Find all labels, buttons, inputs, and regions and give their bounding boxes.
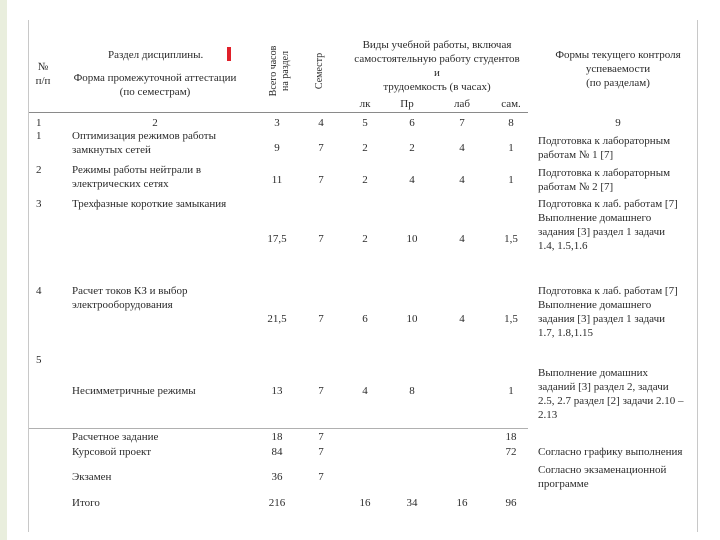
colnum-1: 1 xyxy=(36,117,42,129)
extra-course-sem: 7 xyxy=(318,446,324,458)
colnum-3: 3 xyxy=(274,117,280,129)
extra-course-sam: 72 xyxy=(505,446,517,458)
row-divider xyxy=(28,428,528,429)
row2-sem: 7 xyxy=(318,174,324,186)
row2-hours: 11 xyxy=(271,174,283,186)
row1-lk: 2 xyxy=(362,142,368,154)
total-lab: 16 xyxy=(456,497,468,509)
row4-pr: 10 xyxy=(406,313,418,325)
row2-sam: 1 xyxy=(508,174,514,186)
row2-lk: 2 xyxy=(362,174,368,186)
row2-lab: 4 xyxy=(459,174,465,186)
extra-course-ctrl: Согласно графику выполнения xyxy=(538,446,683,458)
header-hours: Всего часов на раздел xyxy=(268,45,291,97)
row2-name: Режимы работы нейтрали в электрических сетях xyxy=(72,164,202,190)
header-semester: Семестр xyxy=(314,52,325,90)
row3-lk: 2 xyxy=(362,233,368,245)
row3-num: 3 xyxy=(36,198,42,210)
row1-name: Оптимизация режимов работы замкнутых сетей xyxy=(72,130,216,156)
extra-exam-name: Экзамен xyxy=(72,471,112,483)
row5-sam: 1 xyxy=(508,385,514,397)
row2-ctrl: Подготовка к лабораторным работам № 2 [7] xyxy=(538,167,671,193)
extra-calc-hours: 18 xyxy=(271,431,283,443)
header-num: № п/п xyxy=(35,61,51,87)
colnum-8: 8 xyxy=(508,117,514,129)
sub-sam: сам. xyxy=(501,98,521,110)
row3-sem: 7 xyxy=(318,233,324,245)
sub-pr: Пр xyxy=(400,98,414,110)
sub-lab: лаб xyxy=(454,98,470,110)
extra-calc-sam: 18 xyxy=(505,431,517,443)
extra-exam-sem: 7 xyxy=(318,471,324,483)
row3-name: Трехфазные короткие замыкания xyxy=(72,198,227,210)
total-hours: 216 xyxy=(268,497,286,509)
row3-sam: 1,5 xyxy=(504,233,518,245)
colnum-4: 4 xyxy=(318,117,324,129)
row3-hours: 17,5 xyxy=(267,233,287,245)
row2-pr: 4 xyxy=(409,174,415,186)
row5-hours: 13 xyxy=(271,385,283,397)
header-control: Формы текущего контроля успеваемости (по разделам) xyxy=(555,49,681,89)
row3-pr: 10 xyxy=(406,233,418,245)
row1-hours: 9 xyxy=(274,142,280,154)
extra-calc-name: Расчетное задание xyxy=(72,431,159,443)
row4-sam: 1,5 xyxy=(504,313,518,325)
row5-lk: 4 xyxy=(362,385,368,397)
colnum-9: 9 xyxy=(615,117,621,129)
row1-sam: 1 xyxy=(508,142,514,154)
table-left-edge xyxy=(28,20,29,532)
colnum-6: 6 xyxy=(409,117,415,129)
row5-ctrl: Выполнение домашних заданий [3] раздел 2, задачи 2.5, 2.7 раздел [2] задачи 2.10 – 2.13 xyxy=(538,367,684,421)
total-name: Итого xyxy=(72,497,100,509)
page-left-border xyxy=(0,0,7,540)
header-section: Раздел дисциплины. xyxy=(108,49,204,61)
row5-sem: 7 xyxy=(318,385,324,397)
row3-ctrl: Подготовка к лаб. работам [7] Выполнение домашнего задания [3] раздел 1 задачи 1.4, 1.5,1.6 xyxy=(538,198,678,252)
row5-pr: 8 xyxy=(409,385,415,397)
colnum-2: 2 xyxy=(152,117,158,129)
extra-course-hours: 84 xyxy=(271,446,283,458)
row1-num: 1 xyxy=(36,130,42,142)
row5-num: 5 xyxy=(36,354,42,366)
row1-pr: 2 xyxy=(409,142,415,154)
colnum-7: 7 xyxy=(459,117,465,129)
row4-sem: 7 xyxy=(318,313,324,325)
row4-lk: 6 xyxy=(362,313,368,325)
row4-ctrl: Подготовка к лаб. работам [7] Выполнение домашнего задания [3] раздел 1 задачи 1.7, 1.8,1.15 xyxy=(538,285,678,339)
red-cursor-mark xyxy=(227,47,231,61)
row1-lab: 4 xyxy=(459,142,465,154)
colnum-5: 5 xyxy=(362,117,368,129)
row1-sem: 7 xyxy=(318,142,324,154)
row3-lab: 4 xyxy=(459,233,465,245)
row4-lab: 4 xyxy=(459,313,465,325)
extra-exam-hours: 36 xyxy=(271,471,283,483)
row5-name: Несимметричные режимы xyxy=(72,385,196,397)
row4-name: Расчет токов КЗ и выбор электрооборудования xyxy=(72,285,188,311)
row4-hours: 21,5 xyxy=(267,313,287,325)
header-form: Форма промежуточной аттестации (по семестрам) xyxy=(73,72,237,98)
header-work-types: Виды учебной работы, включая самостоятельную работу студентов и трудоемкость (в часах) xyxy=(354,39,520,93)
row4-num: 4 xyxy=(36,285,42,297)
extra-course-name: Курсовой проект xyxy=(72,446,152,458)
total-pr: 34 xyxy=(406,497,418,509)
row1-ctrl: Подготовка к лабораторным работам № 1 [7] xyxy=(538,135,671,161)
total-sam: 96 xyxy=(505,497,517,509)
extra-calc-sem: 7 xyxy=(318,431,324,443)
sub-lk: лк xyxy=(359,98,371,110)
total-lk: 16 xyxy=(359,497,371,509)
table-right-edge xyxy=(697,20,698,532)
row2-num: 2 xyxy=(36,164,42,176)
extra-exam-ctrl: Согласно экзаменационной программе xyxy=(538,464,667,490)
